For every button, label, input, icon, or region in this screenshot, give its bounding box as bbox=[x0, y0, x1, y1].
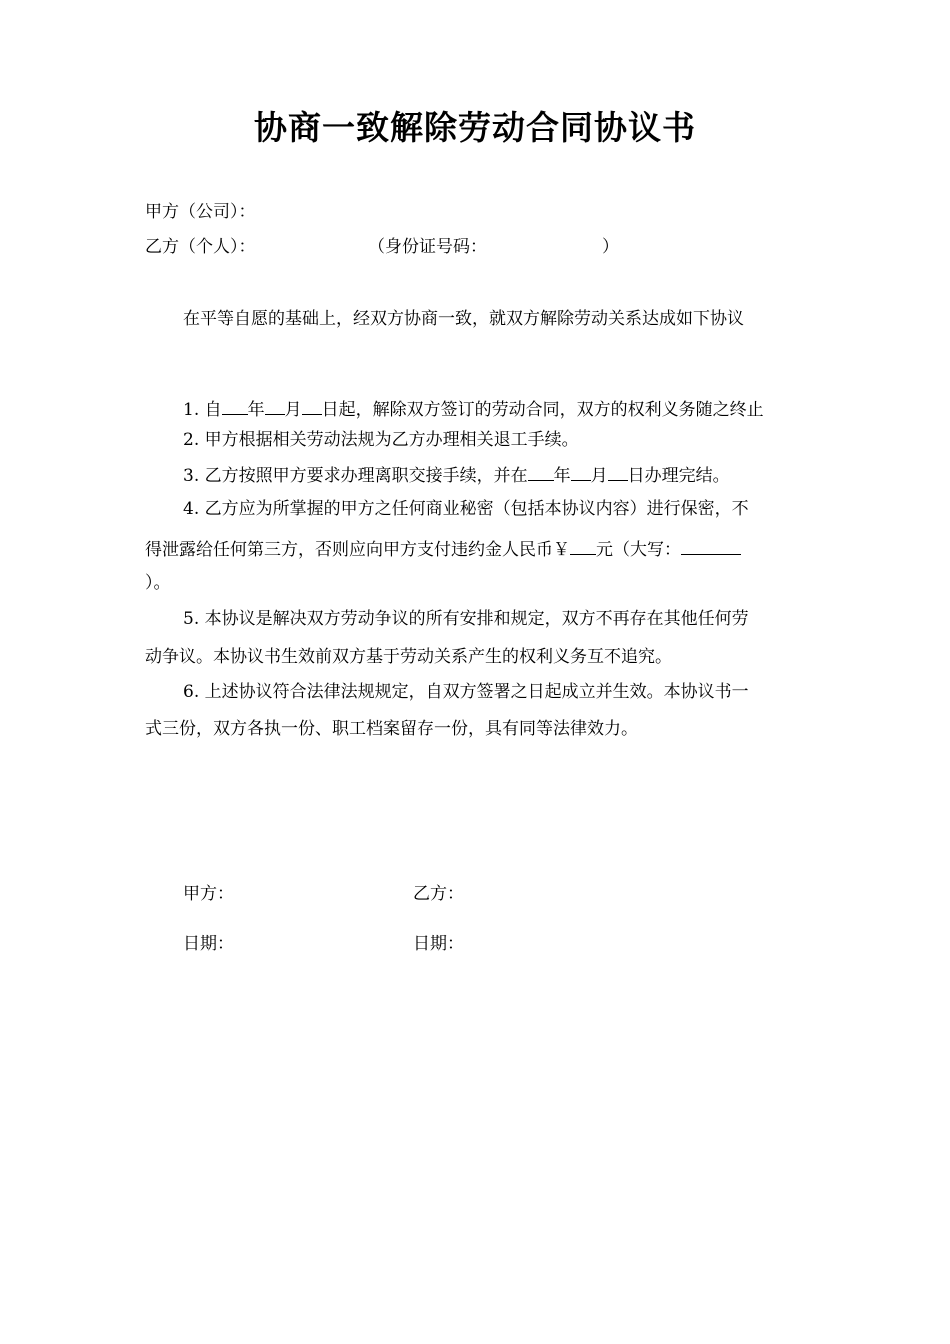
clause-3-prefix: 3. 乙方按照甲方要求办理离职交接手续，并在 bbox=[183, 466, 528, 486]
blank-year bbox=[528, 462, 554, 481]
blank-month bbox=[571, 462, 591, 481]
clause-4-line-2 bbox=[145, 536, 741, 562]
intro-paragraph: 在平等自愿的基础上，经双方协商一致，就双方解除劳动关系达成如下协议 bbox=[183, 309, 744, 329]
clause-6-line-2: 式三份，双方各执一份、职工档案留存一份，具有同等法律效力。 bbox=[145, 719, 638, 739]
clause-1-month: 月 bbox=[284, 400, 302, 420]
clause-3-year: 年 bbox=[553, 466, 571, 486]
signature-party-b: 乙方： bbox=[413, 884, 464, 904]
clause-3-rest: 日办理完结。 bbox=[627, 466, 730, 486]
party-a-label: 甲方（公司）： bbox=[145, 202, 256, 222]
id-number-close: ） bbox=[602, 237, 619, 257]
clause-5-line-1: 5. 本协议是解决双方劳动争议的所有安排和规定，双方不再存在其他任何劳 bbox=[183, 609, 749, 629]
blank-amount bbox=[570, 536, 596, 555]
clause-1-year: 年 bbox=[247, 400, 265, 420]
blank-amount-words bbox=[681, 536, 741, 555]
clause-1 bbox=[183, 396, 764, 422]
document-title: 协商一致解除劳动合同协议书 bbox=[254, 108, 696, 147]
clause-3-month: 月 bbox=[590, 466, 608, 486]
clause-1-rest: 日起，解除双方签订的劳动合同，双方的权利义务随之终止 bbox=[321, 400, 764, 420]
blank-year bbox=[222, 396, 248, 415]
clause-5-line-2: 动争议。本协议书生效前双方基于劳动关系产生的权利义务互不追究。 bbox=[145, 647, 672, 667]
clause-3 bbox=[183, 462, 730, 488]
signature-party-a: 甲方： bbox=[183, 884, 234, 904]
signature-date-a: 日期： bbox=[183, 934, 234, 954]
clause-4-line-3: ）。 bbox=[145, 573, 171, 593]
clause-6-line-1: 6. 上述协议符合法律法规规定，自双方签署之日起成立并生效。本协议书一 bbox=[183, 682, 749, 702]
signature-date-b: 日期： bbox=[413, 934, 464, 954]
id-number-label: （身份证号码： bbox=[368, 237, 487, 257]
clause-2: 2. 甲方根据相关劳动法规为乙方办理相关退工手续。 bbox=[183, 430, 579, 450]
blank-day bbox=[608, 462, 628, 481]
clause-4-line-1: 4. 乙方应为所掌握的甲方之任何商业秘密（包括本协议内容）进行保密，不 bbox=[183, 499, 749, 519]
blank-month bbox=[265, 396, 285, 415]
clause-4-line-2-prefix: 得泄露给任何第三方，否则应向甲方支付违约金人民币￥ bbox=[145, 540, 570, 560]
blank-day bbox=[302, 396, 322, 415]
party-b-label: 乙方（个人）： bbox=[145, 237, 256, 257]
clause-1-prefix: 1. 自 bbox=[183, 400, 222, 420]
clause-4-line-2-mid: 元（大写： bbox=[596, 540, 681, 560]
